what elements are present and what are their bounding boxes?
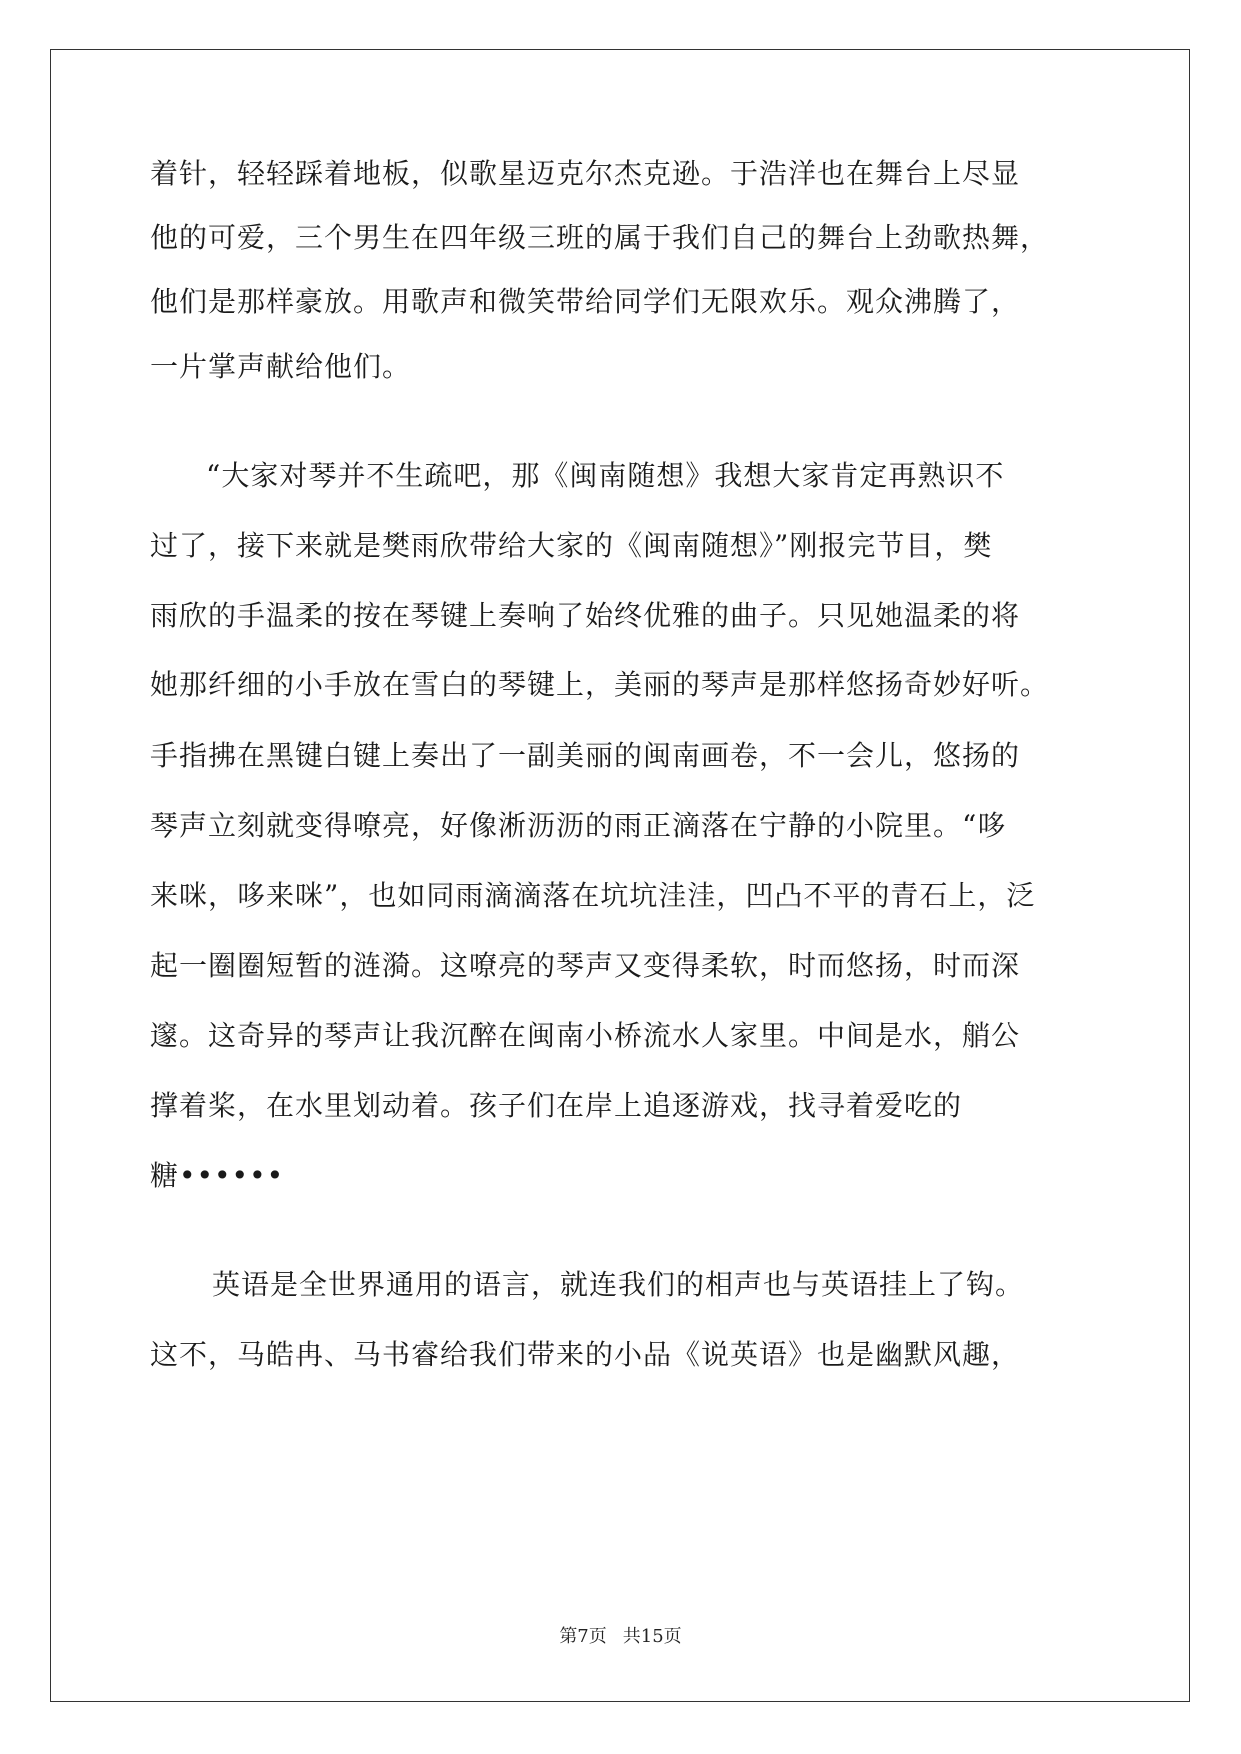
text-line: 来咪，哆来咪”，也如同雨滴滴落在坑坑洼洼，凹凸不平的青石上，泛 — [150, 879, 1036, 912]
page-total: 共15页 — [622, 1626, 682, 1647]
page-footer — [0, 1622, 1241, 1648]
text-line: 着针，轻轻踩着地板，似歌星迈克尔杰克逊。于浩洋也在舞台上尽显 — [150, 157, 1021, 190]
text-line: 起一圈圈短暂的涟漪。这嘹亮的琴声又变得柔软，时而悠扬，时而深 — [150, 949, 1021, 982]
text-line: 他的可爱，三个男生在四年级三班的属于我们自己的舞台上劲歌热舞， — [150, 221, 1050, 254]
text-line: 糖•••••• — [150, 1159, 285, 1192]
text-line: 过了，接下来就是樊雨欣带给大家的《闽南随想》”刚报完节目，樊 — [150, 529, 993, 562]
text-line: 这不，马皓冉、马书睿给我们带来的小品《说英语》也是幽默风趣， — [150, 1338, 1021, 1371]
paragraph-start: 英语是全世界通用的语言，就连我们的相声也与英语挂上了钩。 — [212, 1268, 1025, 1301]
text-line: 他们是那样豪放。用歌声和微笑带给同学们无限欢乐。观众沸腾了， — [150, 285, 1021, 318]
text-line: 一片掌声献给他们。 — [150, 350, 412, 383]
text-line: 手指拂在黑键白键上奏出了一副美丽的闽南画卷，不一会儿，悠扬的 — [150, 739, 1021, 772]
text-line: 邃。这奇异的琴声让我沉醉在闽南小桥流水人家里。中间是水，艄公 — [150, 1019, 1021, 1052]
paragraph-start: “大家对琴并不生疏吧，那《闽南随想》我想大家肯定再熟识不 — [206, 459, 1005, 492]
text-line: 雨欣的手温柔的按在琴键上奏响了始终优雅的曲子。只见她温柔的将 — [150, 599, 1021, 632]
text-line: 琴声立刻就变得嘹亮，好像淅沥沥的雨正滴落在宁静的小院里。“哆 — [150, 809, 1007, 842]
text-line: 撑着桨，在水里划动着。孩子们在岸上追逐游戏，找寻着爱吃的 — [150, 1089, 963, 1122]
page-number: 第7页 — [559, 1626, 607, 1647]
text-line: 她那纤细的小手放在雪白的琴键上，美丽的琴声是那样悠扬奇妙好听。 — [150, 668, 1050, 701]
